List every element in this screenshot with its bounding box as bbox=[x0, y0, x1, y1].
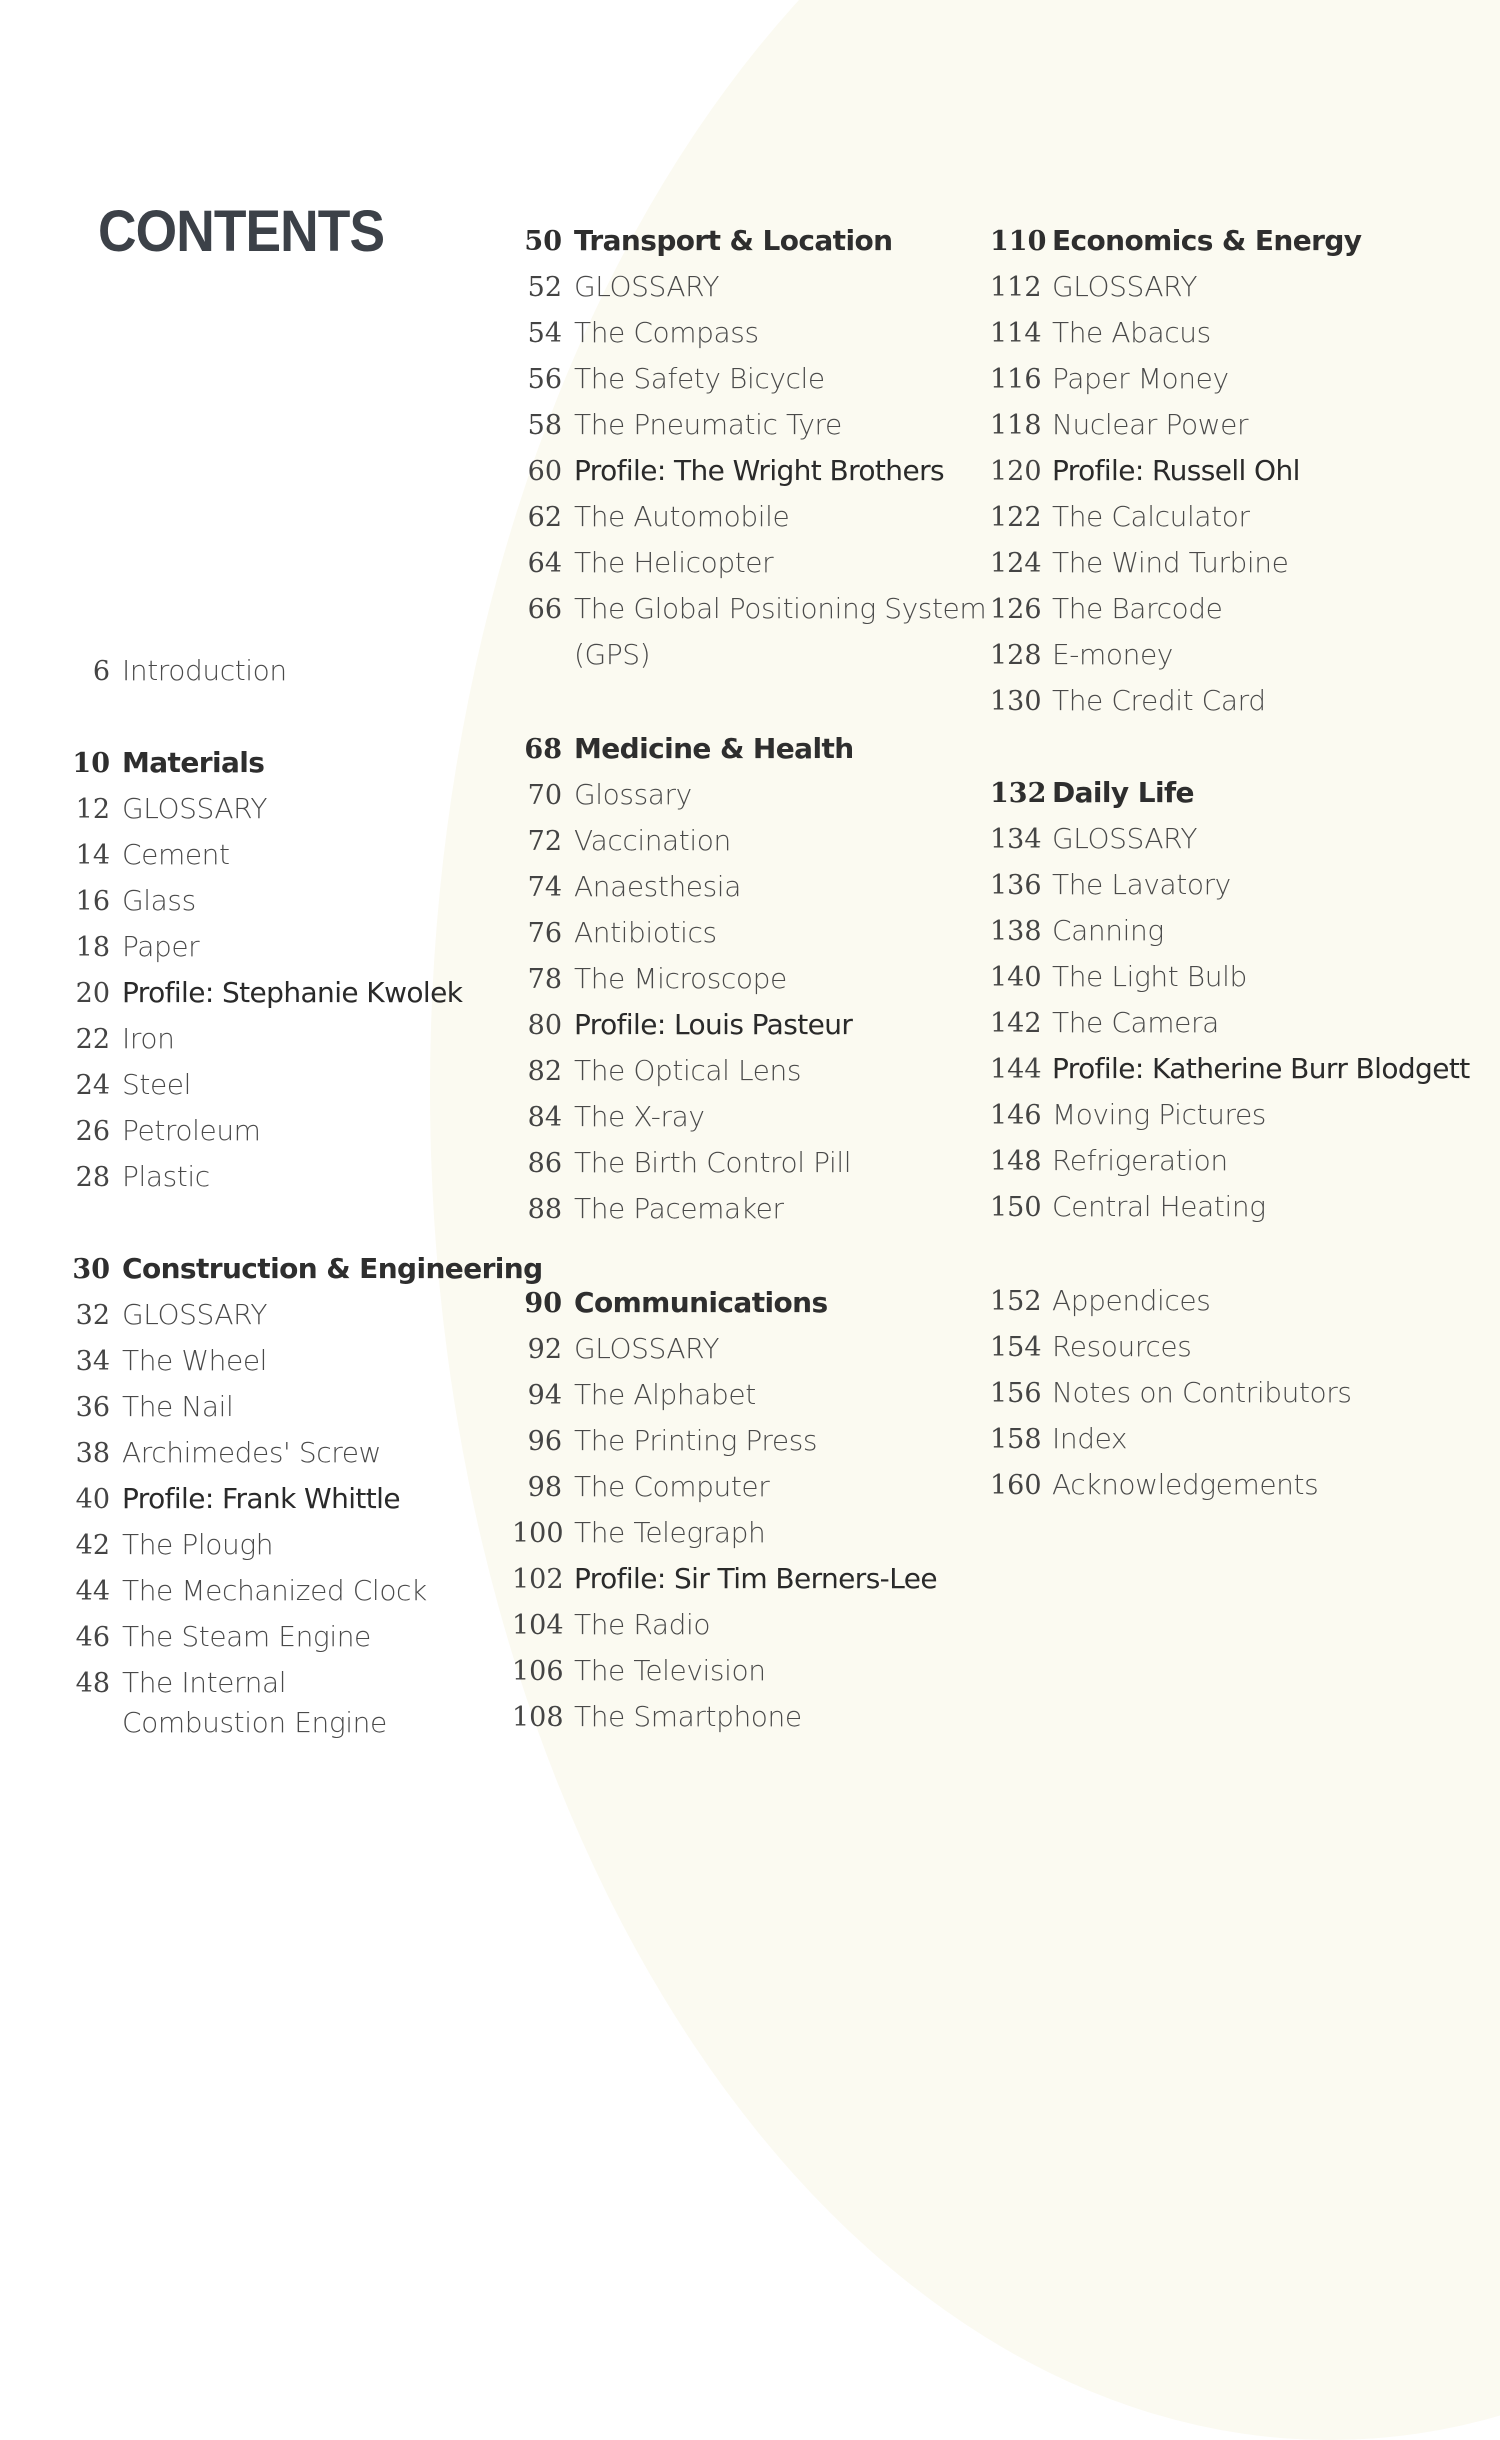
toc-entry[interactable]: 54 The Compass bbox=[527, 316, 759, 349]
toc-entry[interactable]: 56 The Safety Bicycle bbox=[527, 362, 825, 395]
toc-entry[interactable]: 32 GLOSSARY bbox=[75, 1298, 268, 1331]
section-heading-communications[interactable]: 90 Communications bbox=[524, 1286, 828, 1319]
toc-entry[interactable]: 140 The Light Bulb bbox=[990, 960, 1247, 993]
toc-entry[interactable]: 26 Petroleum bbox=[75, 1114, 261, 1147]
toc-entry[interactable]: 82 The Optical Lens bbox=[527, 1054, 802, 1087]
toc-entry-profile[interactable]: 60 Profile: The Wright Brothers bbox=[527, 454, 944, 487]
toc-entry[interactable]: 58 The Pneumatic Tyre bbox=[527, 408, 842, 441]
toc-entry[interactable]: 86 The Birth Control Pill bbox=[527, 1146, 852, 1179]
toc-entry[interactable]: 118 Nuclear Power bbox=[990, 408, 1249, 441]
toc-entry-appendices[interactable]: 152 Appendices bbox=[990, 1284, 1211, 1317]
toc-entry[interactable]: 42 The Plough bbox=[75, 1528, 274, 1561]
toc-entry[interactable]: 70 Glossary bbox=[527, 778, 692, 811]
toc-entry[interactable]: 116 Paper Money bbox=[990, 362, 1229, 395]
toc-entry[interactable]: 44 The Mechanized Clock bbox=[75, 1574, 427, 1607]
toc-entry[interactable]: 96 The Printing Press bbox=[527, 1424, 818, 1457]
section-heading-materials[interactable]: 10 Materials bbox=[72, 746, 265, 779]
toc-entry[interactable]: 38 Archimedes' Screw bbox=[75, 1436, 382, 1469]
toc-entry-profile[interactable]: 144 Profile: Katherine Burr Blodgett bbox=[990, 1052, 1470, 1085]
toc-entry[interactable]: 52 GLOSSARY bbox=[527, 270, 720, 303]
toc-entry[interactable]: 136 The Lavatory bbox=[990, 868, 1231, 901]
toc-entry-continuation: (GPS) bbox=[574, 638, 651, 671]
toc-entry[interactable]: 84 The X-ray bbox=[527, 1100, 705, 1133]
toc-entry[interactable]: 78 The Microscope bbox=[527, 962, 787, 995]
toc-entry[interactable]: 108 The Smartphone bbox=[512, 1700, 802, 1733]
toc-entry[interactable]: 130 The Credit Card bbox=[990, 684, 1266, 717]
toc-entry[interactable]: 134 GLOSSARY bbox=[990, 822, 1198, 855]
toc-entry[interactable]: 112 GLOSSARY bbox=[990, 270, 1198, 303]
toc-entry-introduction[interactable]: 6 Introduction bbox=[92, 654, 287, 687]
toc-entry[interactable]: 94 The Alphabet bbox=[527, 1378, 756, 1411]
toc-entry[interactable]: 46 The Steam Engine bbox=[75, 1620, 371, 1653]
toc-entry-continuation: Combustion Engine bbox=[122, 1706, 387, 1739]
toc-entry[interactable]: 158 Index bbox=[990, 1422, 1128, 1455]
toc-entry[interactable]: 88 The Pacemaker bbox=[527, 1192, 784, 1225]
section-heading-medicine[interactable]: 68 Medicine & Health bbox=[524, 732, 854, 765]
toc-entry[interactable]: 106 The Television bbox=[512, 1654, 766, 1687]
toc-entry[interactable]: 24 Steel bbox=[75, 1068, 191, 1101]
toc-entry[interactable]: 156 Notes on Contributors bbox=[990, 1376, 1352, 1409]
toc-entry[interactable]: 64 The Helicopter bbox=[527, 546, 774, 579]
toc-entry[interactable]: 124 The Wind Turbine bbox=[990, 546, 1289, 579]
toc-entry[interactable]: 146 Moving Pictures bbox=[990, 1098, 1266, 1131]
toc-entry[interactable]: 36 The Nail bbox=[75, 1390, 234, 1423]
section-heading-daily-life[interactable]: 132 Daily Life bbox=[990, 776, 1194, 809]
toc-entry[interactable]: 74 Anaesthesia bbox=[527, 870, 741, 903]
toc-entry[interactable]: 22 Iron bbox=[75, 1022, 175, 1055]
toc-entry-profile[interactable]: 120 Profile: Russell Ohl bbox=[990, 454, 1300, 487]
toc-entry-profile[interactable]: 102 Profile: Sir Tim Berners-Lee bbox=[512, 1562, 937, 1595]
toc-entry[interactable]: 18 Paper bbox=[75, 930, 200, 963]
toc-entry-profile[interactable]: 40 Profile: Frank Whittle bbox=[75, 1482, 400, 1515]
section-heading-economics[interactable]: 110 Economics & Energy bbox=[990, 224, 1362, 257]
toc-entry[interactable]: 122 The Calculator bbox=[990, 500, 1250, 533]
toc-entry[interactable]: 142 The Camera bbox=[990, 1006, 1219, 1039]
toc-entry[interactable]: 126 The Barcode bbox=[990, 592, 1223, 625]
toc-entry[interactable]: 92 GLOSSARY bbox=[527, 1332, 720, 1365]
toc-entry[interactable]: 28 Plastic bbox=[75, 1160, 210, 1193]
toc-entry[interactable]: 114 The Abacus bbox=[990, 316, 1211, 349]
toc-entry[interactable]: 150 Central Heating bbox=[990, 1190, 1266, 1223]
toc-entry-profile[interactable]: 80 Profile: Louis Pasteur bbox=[527, 1008, 853, 1041]
toc-entry[interactable]: 62 The Automobile bbox=[527, 500, 790, 533]
section-heading-construction[interactable]: 30 Construction & Engineering bbox=[72, 1252, 543, 1285]
toc-entry[interactable]: 154 Resources bbox=[990, 1330, 1192, 1363]
toc-entry-profile[interactable]: 20 Profile: Stephanie Kwolek bbox=[75, 976, 463, 1009]
toc-entry[interactable]: 34 The Wheel bbox=[75, 1344, 268, 1377]
toc-entry[interactable]: 72 Vaccination bbox=[527, 824, 731, 857]
toc-entry[interactable]: 48 The Internal bbox=[75, 1666, 287, 1699]
page-title: CONTENTS bbox=[98, 199, 385, 264]
toc-entry[interactable]: 14 Cement bbox=[75, 838, 230, 871]
toc-entry[interactable]: 66 The Global Positioning System bbox=[527, 592, 987, 625]
toc-entry[interactable]: 98 The Computer bbox=[527, 1470, 770, 1503]
toc-entry[interactable]: 16 Glass bbox=[75, 884, 196, 917]
toc-entry[interactable]: 128 E-money bbox=[990, 638, 1173, 671]
section-heading-transport[interactable]: 50 Transport & Location bbox=[524, 224, 893, 257]
toc-entry[interactable]: 138 Canning bbox=[990, 914, 1164, 947]
toc-entry[interactable]: 76 Antibiotics bbox=[527, 916, 717, 949]
toc-entry[interactable]: 12 GLOSSARY bbox=[75, 792, 268, 825]
toc-entry[interactable]: 148 Refrigeration bbox=[990, 1144, 1228, 1177]
toc-entry[interactable]: 100 The Telegraph bbox=[512, 1516, 766, 1549]
toc-entry[interactable]: 160 Acknowledgements bbox=[990, 1468, 1319, 1501]
toc-entry[interactable]: 104 The Radio bbox=[512, 1608, 711, 1641]
